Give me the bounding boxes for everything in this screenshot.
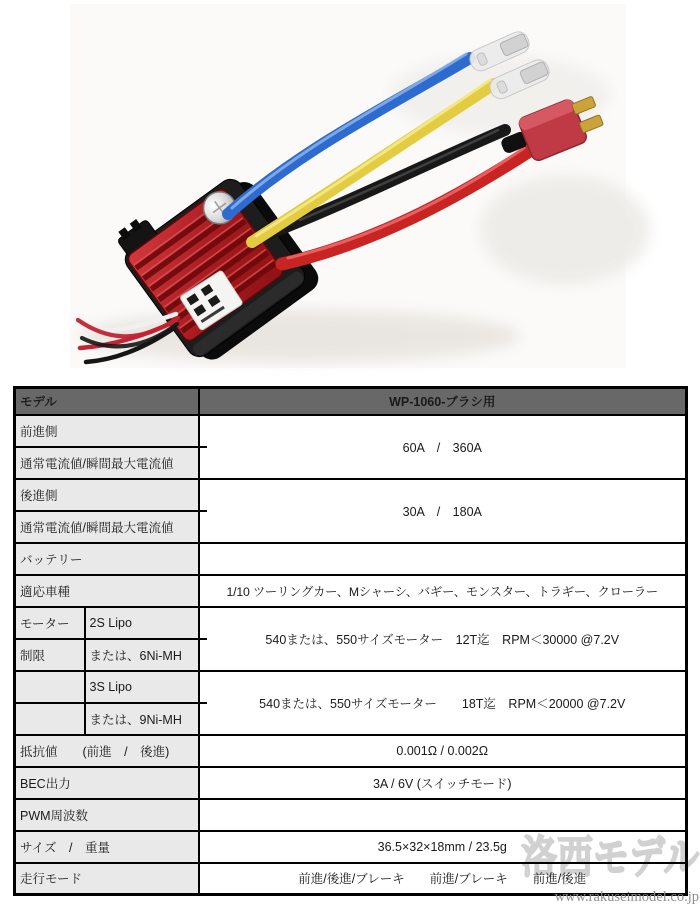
spec-row-label: 適応車種 [15,575,199,607]
spec-row-value: 30A / 180A [199,479,687,543]
spec-row-label: モーター [15,607,85,639]
spec-row-label: 走行モード [15,863,199,895]
spec-row-label: 前進側 [15,415,199,447]
spec-row-value: 0.001Ω / 0.002Ω [199,735,687,767]
spec-row-label [15,703,85,735]
spec-row-sublabel: 2S Lipo [85,607,199,639]
watermark-url: www.rakuseimodel.co.jp [554,889,699,905]
spec-header-value: WP-1060-ブラシ用 [199,388,687,415]
photo-shadow-right [480,175,650,285]
spec-header-label: モデル [15,388,199,415]
spec-row-label: 抵抗値 (前進 / 後進) [15,735,199,767]
spec-row-sublabel: 3S Lipo [85,671,199,703]
spec-row-label: 後進側 [15,479,199,511]
spec-row-value [199,543,687,575]
spec-row-value [199,799,687,831]
spec-row-value: 前進/後進/ブレーキ 前進/ブレーキ 前進/後進 [199,863,687,895]
photo-shadow-floor [80,310,520,362]
spec-row-label: 通常電流値/瞬間最大電流値 [15,447,199,479]
spec-table [13,386,688,896]
spec-row-label: サイズ / 重量 [15,831,199,863]
product-photo [0,0,700,382]
spec-row-value: 60A / 360A [199,415,687,479]
spec-row-value: 3A / 6V (スイッチモード) [199,767,687,799]
spec-row-label: 制限 [15,639,85,671]
spec-row-label: 通常電流値/瞬間最大電流値 [15,511,199,543]
spec-row-value: 36.5×32×18mm / 23.5g [199,831,687,863]
spec-row-value: 1/10 ツーリングカー、Mシャーシ、バギー、モンスター、トラギー、クローラー [199,575,687,607]
spec-table-container [13,386,688,896]
spec-row-label: PWM周波数 [15,799,199,831]
spec-row-value: 540または、550サイズモーター 12T迄 RPM＜30000 @7.2V [199,607,687,671]
spec-row-label: バッテリー [15,543,199,575]
spec-row-sublabel: または、9Ni-MH [85,703,199,735]
spec-row-label: BEC出力 [15,767,199,799]
spec-row-label [15,671,85,703]
spec-row-value: 540または、550サイズモーター 18T迄 RPM＜20000 @7.2V [199,671,687,735]
spec-row-sublabel: または、6Ni-MH [85,639,199,671]
